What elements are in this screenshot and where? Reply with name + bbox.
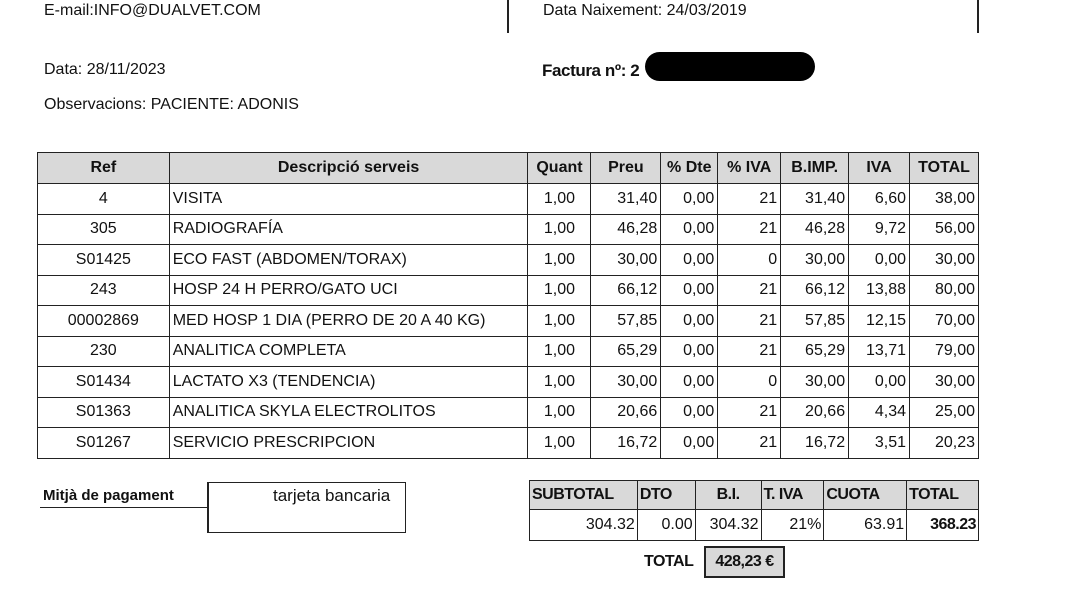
- row-discount: 0,00: [661, 336, 718, 367]
- taxable-base-value: 304.32: [695, 510, 761, 541]
- row-discount: 0,00: [661, 397, 718, 428]
- row-description: RADIOGRAFÍA: [169, 214, 528, 245]
- row-quantity: 1,00: [528, 184, 591, 215]
- row-ref: S01425: [38, 245, 170, 276]
- summary-header: B.I.: [695, 481, 761, 510]
- payment-method-value: tarjeta bancaria: [273, 486, 391, 505]
- row-ref: 243: [38, 275, 170, 306]
- grand-total-box: [704, 546, 785, 578]
- row-description: SERVICIO PRESCRIPCION: [169, 428, 528, 459]
- row-ref: 00002869: [38, 306, 170, 337]
- row-vat-percent: 21: [718, 336, 781, 367]
- row-quantity: 1,00: [528, 367, 591, 398]
- redaction-mark: [645, 52, 815, 81]
- row-vat-percent: 21: [718, 275, 781, 306]
- row-taxable-base: 66,12: [781, 275, 849, 306]
- row-quantity: 1,00: [528, 397, 591, 428]
- column-header: Ref: [38, 153, 170, 184]
- row-vat-percent: 0: [718, 367, 781, 398]
- row-quantity: 1,00: [528, 245, 591, 276]
- row-vat-amount: 0,00: [849, 245, 910, 276]
- row-taxable-base: 20,66: [781, 397, 849, 428]
- row-price: 20,66: [591, 397, 661, 428]
- payment-method-box: [207, 482, 406, 533]
- row-description: MED HOSP 1 DIA (PERRO DE 20 A 40 KG): [169, 306, 528, 337]
- row-quantity: 1,00: [528, 214, 591, 245]
- column-header: Preu: [591, 153, 661, 184]
- summary-values-row: [530, 510, 979, 541]
- row-vat-percent: 21: [718, 428, 781, 459]
- subtotal-value: 304.32: [530, 510, 638, 541]
- row-total: 30,00: [910, 245, 979, 276]
- row-quantity: 1,00: [528, 306, 591, 337]
- row-description: ANALITICA COMPLETA: [169, 336, 528, 367]
- row-quantity: 1,00: [528, 336, 591, 367]
- row-description: HOSP 24 H PERRO/GATO UCI: [169, 275, 528, 306]
- row-price: 65,29: [591, 336, 661, 367]
- row-total: 56,00: [910, 214, 979, 245]
- row-taxable-base: 57,85: [781, 306, 849, 337]
- table-row: [38, 367, 979, 398]
- row-total: 25,00: [910, 397, 979, 428]
- row-description: ANALITICA SKYLA ELECTROLITOS: [169, 397, 528, 428]
- table-row: [38, 214, 979, 245]
- row-ref: S01434: [38, 367, 170, 398]
- row-vat-amount: 0,00: [849, 367, 910, 398]
- table-row: [38, 336, 979, 367]
- vat-amount-value: 63.91: [824, 510, 907, 541]
- row-vat-percent: 0: [718, 245, 781, 276]
- column-header: IVA: [849, 153, 910, 184]
- row-vat-amount: 4,34: [849, 397, 910, 428]
- row-price: 16,72: [591, 428, 661, 459]
- row-vat-amount: 13,71: [849, 336, 910, 367]
- row-taxable-base: 30,00: [781, 245, 849, 276]
- payment-underline: [40, 507, 208, 508]
- table-row: [38, 184, 979, 215]
- vat-rate-value: 21%: [761, 510, 824, 541]
- services-table: [37, 152, 979, 459]
- column-header: B.IMP.: [781, 153, 849, 184]
- table-row: [38, 245, 979, 276]
- row-price: 30,00: [591, 367, 661, 398]
- row-price: 66,12: [591, 275, 661, 306]
- row-vat-amount: 3,51: [849, 428, 910, 459]
- row-total: 20,23: [910, 428, 979, 459]
- invoice-date: Data: 28/11/2023: [44, 61, 166, 78]
- payment-label: Mitjà de pagament: [43, 487, 174, 504]
- table-row: [38, 428, 979, 459]
- observations-text: Observacions: PACIENTE: ADONIS: [44, 96, 299, 113]
- table-row: [38, 306, 979, 337]
- row-discount: 0,00: [661, 214, 718, 245]
- row-price: 46,28: [591, 214, 661, 245]
- grand-total-label: TOTAL: [644, 553, 694, 570]
- row-price: 57,85: [591, 306, 661, 337]
- row-total: 70,00: [910, 306, 979, 337]
- column-header: Descripció serveis: [169, 153, 528, 184]
- column-header: % Dte: [661, 153, 718, 184]
- row-taxable-base: 65,29: [781, 336, 849, 367]
- row-taxable-base: 46,28: [781, 214, 849, 245]
- row-vat-percent: 21: [718, 306, 781, 337]
- table-row: [38, 397, 979, 428]
- row-discount: 0,00: [661, 367, 718, 398]
- summary-header: SUBTOTAL: [530, 481, 638, 510]
- row-discount: 0,00: [661, 275, 718, 306]
- row-quantity: 1,00: [528, 428, 591, 459]
- summary-header: TOTAL: [907, 481, 979, 510]
- row-vat-percent: 21: [718, 397, 781, 428]
- summary-header: T. IVA: [761, 481, 824, 510]
- discount-value: 0.00: [637, 510, 695, 541]
- column-header: TOTAL: [910, 153, 979, 184]
- row-taxable-base: 16,72: [781, 428, 849, 459]
- summary-total-value: 368.23: [907, 510, 979, 541]
- row-total: 80,00: [910, 275, 979, 306]
- row-discount: 0,00: [661, 428, 718, 459]
- row-vat-amount: 6,60: [849, 184, 910, 215]
- divider-line: [507, 0, 509, 33]
- row-ref: 4: [38, 184, 170, 215]
- row-total: 38,00: [910, 184, 979, 215]
- table-header-row: [38, 153, 979, 184]
- row-price: 31,40: [591, 184, 661, 215]
- row-description: LACTATO X3 (TENDENCIA): [169, 367, 528, 398]
- table-row: [38, 275, 979, 306]
- row-price: 30,00: [591, 245, 661, 276]
- row-description: ECO FAST (ABDOMEN/TORAX): [169, 245, 528, 276]
- summary-header: CUOTA: [824, 481, 907, 510]
- email-text: E-mail:INFO@DUALVET.COM: [44, 2, 261, 19]
- summary-header-row: [530, 481, 979, 510]
- summary-table: [529, 480, 979, 541]
- birth-date-text: Data Naixement: 24/03/2019: [543, 2, 747, 19]
- row-total: 30,00: [910, 367, 979, 398]
- row-taxable-base: 30,00: [781, 367, 849, 398]
- column-header: % IVA: [718, 153, 781, 184]
- invoice-number-label: Factura nº: 2: [542, 61, 640, 80]
- summary-header: DTO: [637, 481, 695, 510]
- row-ref: 230: [38, 336, 170, 367]
- row-description: VISITA: [169, 184, 528, 215]
- row-discount: 0,00: [661, 306, 718, 337]
- row-vat-amount: 13,88: [849, 275, 910, 306]
- column-header: Quant: [528, 153, 591, 184]
- row-taxable-base: 31,40: [781, 184, 849, 215]
- row-vat-amount: 12,15: [849, 306, 910, 337]
- row-ref: S01363: [38, 397, 170, 428]
- grand-total-value: 428,23 €: [715, 553, 774, 570]
- row-vat-percent: 21: [718, 184, 781, 215]
- divider-line: [977, 0, 979, 33]
- row-ref: 305: [38, 214, 170, 245]
- row-discount: 0,00: [661, 245, 718, 276]
- row-vat-percent: 21: [718, 214, 781, 245]
- row-discount: 0,00: [661, 184, 718, 215]
- row-total: 79,00: [910, 336, 979, 367]
- row-quantity: 1,00: [528, 275, 591, 306]
- row-vat-amount: 9,72: [849, 214, 910, 245]
- row-ref: S01267: [38, 428, 170, 459]
